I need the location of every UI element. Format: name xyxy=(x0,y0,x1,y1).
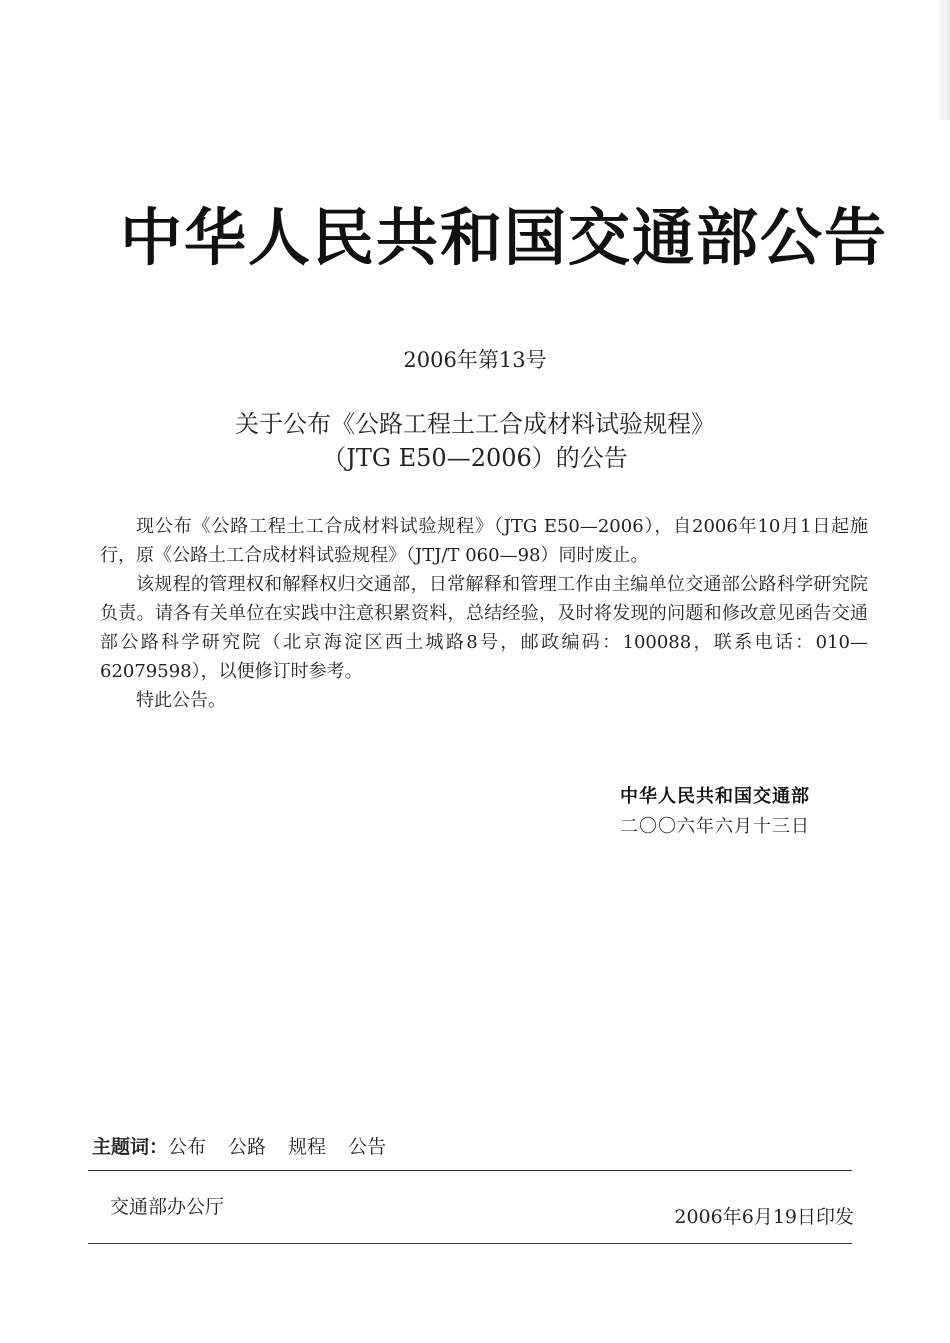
keyword-item: 公路 xyxy=(228,1136,267,1158)
subject-line-2: （JTG E50—2006）的公告 xyxy=(322,444,628,472)
body-paragraph: 现公布《公路工程土工合成材料试验规程》（JTG E50—2006），自2006年10月1日起施行，原《公路土工合成材料试验规程》（JTJ/T 060—98）同时废止。 xyxy=(100,516,868,566)
body-paragraph: 特此公告。 xyxy=(136,690,226,711)
announcement-body xyxy=(100,512,868,715)
subject-keywords xyxy=(92,1133,408,1161)
issuing-office: 交通部办公厅 xyxy=(110,1196,225,1218)
announcement-header-title: 中华人民共和国交通部公告 xyxy=(120,201,889,274)
signing-date: 二〇〇六年六月十三日 xyxy=(620,816,810,837)
keyword-item: 公告 xyxy=(348,1136,387,1158)
document-number: 2006年第13号 xyxy=(403,348,547,372)
subject-line-1: 关于公布《公路工程土工合成材料试验规程》 xyxy=(235,410,715,438)
signature-block xyxy=(620,782,880,842)
keyword-item: 公布 xyxy=(168,1136,207,1158)
signing-organization: 中华人民共和国交通部 xyxy=(620,786,810,807)
announcement-subject xyxy=(0,407,950,475)
scan-edge-shadow xyxy=(936,0,950,120)
print-date: 2006年6月19日印发 xyxy=(674,1206,854,1228)
keyword-item: 规程 xyxy=(288,1136,327,1158)
body-paragraph: 该规程的管理权和解释权归交通部，日常解释和管理工作由主编单位交通部公路科学研究院负责。请各有关单位在实践中注意积累资料，总结经验，及时将发现的问题和修改意见函告交通部公路科学研究院（北京海淀区西土城路8号，邮政编码：100088，联系电话：010—62079598），以便修订时参考。 xyxy=(100,574,868,682)
keywords-label: 主题词： xyxy=(92,1136,169,1158)
divider-bottom xyxy=(88,1243,852,1244)
divider-top xyxy=(88,1170,852,1171)
